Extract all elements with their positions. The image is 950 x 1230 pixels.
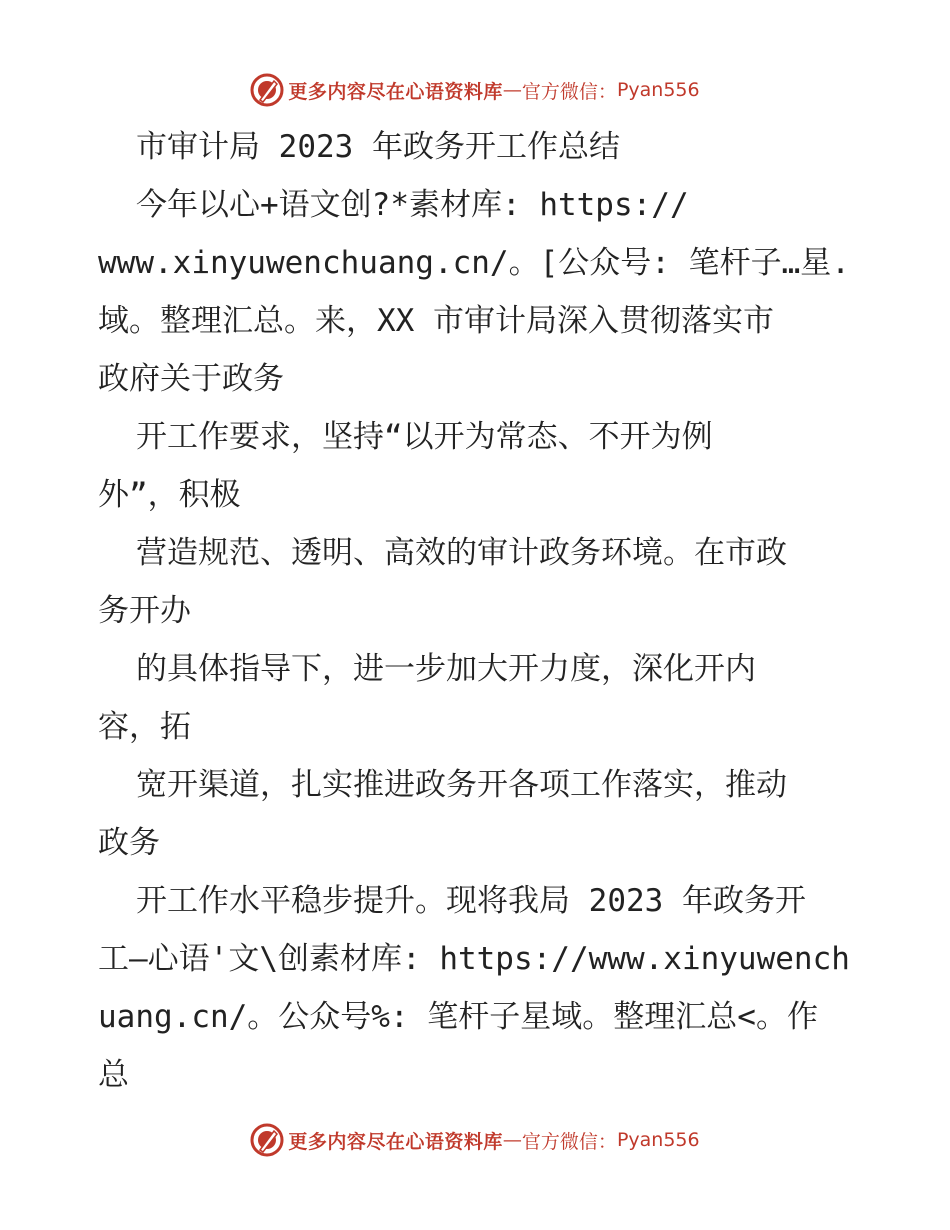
banner-text: 更多内容尽在心语资料库 bbox=[288, 80, 503, 103]
text-line: 今年以心+语文创?*素材库: https:// bbox=[136, 187, 689, 223]
document-body bbox=[98, 118, 858, 1104]
text-line: 开工作水平稳步提升。现将我局 2023 年政务开 bbox=[136, 883, 806, 919]
text-line: 总 bbox=[98, 1057, 129, 1093]
text-line: 政府关于政务 bbox=[98, 361, 284, 397]
text-line: 营造规范、透明、高效的审计政务环境。在市政 bbox=[136, 535, 787, 571]
pen-logo-icon bbox=[250, 73, 284, 107]
banner-wechat-id: Pyan556 bbox=[616, 1129, 700, 1151]
text-line: 务开办 bbox=[98, 593, 191, 629]
header-banner bbox=[0, 70, 950, 110]
text-line: 的具体指导下，进一步加大开力度，深化开内 bbox=[136, 651, 756, 687]
banner-text: 更多内容尽在心语资料库 bbox=[288, 1130, 503, 1153]
document-title: 市审计局 2023 年政务开工作总结 bbox=[136, 129, 620, 165]
text-line: 工—心语'文\创素材库: https://www.xinyuwench bbox=[98, 941, 850, 977]
banner-dash: — bbox=[502, 79, 522, 101]
text-line: 政务 bbox=[98, 825, 160, 861]
text-line: www.xinyuwenchuang.cn/。[公众号: 笔杆子…星. bbox=[98, 245, 850, 281]
banner-wechat-label: 官方微信： bbox=[521, 1130, 617, 1153]
text-line: uang.cn/。公众号%: 笔杆子星域。整理汇总<。作 bbox=[98, 999, 818, 1035]
text-line: 容，拓 bbox=[98, 709, 191, 745]
banner-dash: — bbox=[502, 1129, 522, 1151]
text-line: 开工作要求，坚持“以开为常态、不开为例 bbox=[136, 419, 713, 455]
footer-banner bbox=[0, 1120, 950, 1160]
text-line: 宽开渠道，扎实推进政务开各项工作落实，推动 bbox=[136, 767, 787, 803]
pen-logo-icon bbox=[250, 1123, 284, 1157]
banner-wechat-id: Pyan556 bbox=[616, 79, 700, 101]
text-line: 域。整理汇总。来，XX 市审计局深入贯彻落实市 bbox=[98, 303, 774, 339]
text-line: 外”，积极 bbox=[98, 477, 241, 513]
banner-wechat-label: 官方微信： bbox=[521, 80, 617, 103]
